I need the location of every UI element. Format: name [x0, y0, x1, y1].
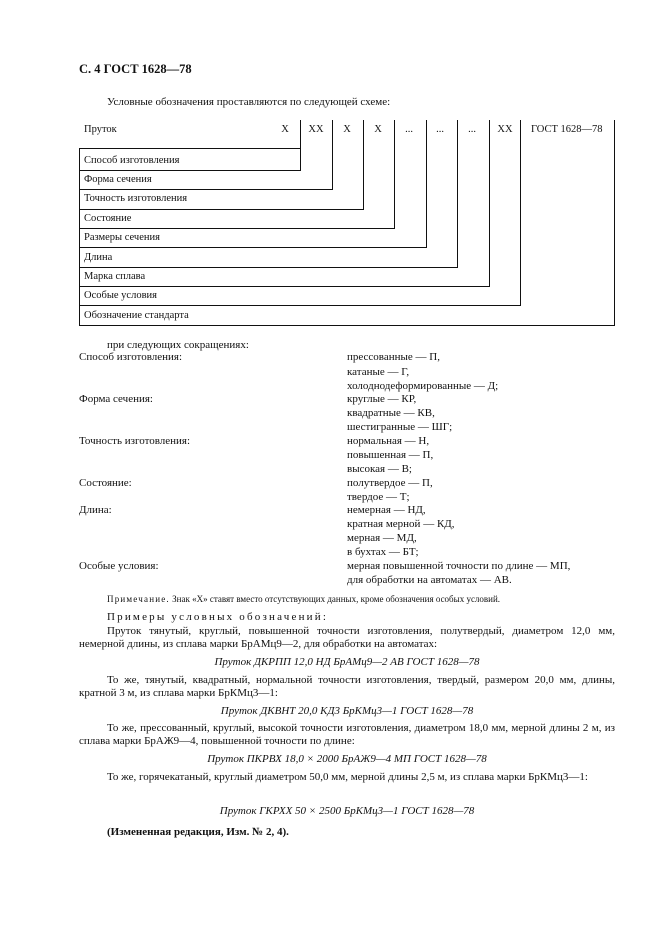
scheme-hline-1 — [79, 170, 301, 171]
example-designation: Пруток ГКРХХ 50 × 2500 БрКМц3—1 ГОСТ 1628—78 — [219, 805, 475, 817]
example-text: То же, прессованный, круглый, высокой точности изготовления, диаметром 18,0 мм, мерной длины 2 м, из сплава марки БрАЖ9—4, повышенной точности по длине: — [79, 722, 615, 747]
abbrev-value: квадратные — КВ, — [347, 407, 435, 419]
scheme-col-1: Х — [281, 124, 289, 135]
scheme-row-3: Точность изготовления — [84, 193, 188, 204]
abbrev-value: нормальная — Н, — [347, 435, 430, 447]
scheme-hline-0 — [79, 148, 301, 149]
abbrev-value: прессованные — П, — [347, 351, 440, 363]
abbrev-value: немерная — НД, — [347, 504, 426, 516]
example-designation: Пруток ДКРПП 12,0 НД БрАМц9—2 АВ ГОСТ 1628—78 — [214, 656, 480, 668]
example-designation: Пруток ДКВНТ 20,0 КД3 БрКМц3—1 ГОСТ 1628—78 — [220, 705, 474, 717]
abbrev-value: холоднодеформированные — Д; — [347, 380, 499, 392]
scheme-vline-9 — [614, 120, 615, 326]
scheme-vline-1 — [300, 120, 301, 171]
scheme-col-9: ГОСТ 1628—78 — [531, 124, 603, 135]
scheme-intro: Условные обозначения проставляются по следующей схеме: — [107, 96, 391, 108]
abbrev-term: Способ изготовления: — [79, 351, 183, 363]
scheme-head-label: Пруток — [84, 124, 117, 135]
scheme-vline-7 — [489, 120, 490, 287]
examples-title: Примеры условных обозначений: — [107, 611, 329, 623]
abbrev-value: катаные — Г, — [347, 366, 410, 378]
revision-note: (Измененная редакция, Изм. № 2, 4). — [107, 826, 289, 838]
example-text: То же, тянутый, квадратный, нормальной точности изготовления, твердый, размером 20,0 мм, длины, кратной 3 м, из сплава марки БрКМц3—1: — [79, 674, 615, 699]
scheme-vline-3 — [363, 120, 364, 210]
note-text: Знак «Х» ставят вместо отсутствующих данных, кроме обозначения особых условий. — [172, 594, 501, 604]
scheme-hline-8 — [79, 305, 521, 306]
note — [107, 594, 500, 605]
example-text: То же, горячекатаный, круглый диаметром 50,0 мм, мерной длины 2,5 м, из сплава марки БрКМц3—1: — [107, 771, 588, 783]
scheme-hline-9 — [79, 325, 615, 326]
scheme-col-7: ... — [468, 124, 476, 135]
abbrev-value: мерная повышенной точности по длине — МП, — [347, 560, 571, 572]
scheme-row-7: Марка сплава — [84, 271, 146, 282]
scheme-col-5: ... — [405, 124, 413, 135]
abbrev-value: твердое — Т; — [347, 491, 410, 503]
abbrev-value: круглые — КР, — [347, 393, 417, 405]
abbrev-term: Состояние: — [79, 477, 132, 489]
scheme-col-6: ... — [436, 124, 444, 135]
scheme-col-8: ХХ — [497, 124, 513, 135]
page-header: С. 4 ГОСТ 1628—78 — [79, 62, 192, 76]
abbrev-term: Форма сечения: — [79, 393, 153, 405]
scheme-vline-2 — [332, 120, 333, 190]
scheme-row-6: Длина — [84, 252, 113, 263]
scheme-vline-8 — [520, 120, 521, 306]
abbrev-intro: при следующих сокращениях: — [107, 339, 249, 351]
scheme-hline-4 — [79, 228, 395, 229]
scheme-row-5: Размеры сечения — [84, 232, 160, 243]
abbrev-value: высокая — В; — [347, 463, 412, 475]
scheme-col-3: Х — [343, 124, 351, 135]
abbrev-value: для обработки на автоматах — АВ. — [347, 574, 512, 586]
abbrev-term: Точность изготовления: — [79, 435, 191, 447]
scheme-row-9: Обозначение стандарта — [84, 310, 189, 321]
scheme-vline-4 — [394, 120, 395, 229]
abbrev-value: повышенная — П, — [347, 449, 434, 461]
abbrev-term: Длина: — [79, 504, 112, 516]
scheme-col-2: ХХ — [308, 124, 324, 135]
abbrev-value: шестигранные — ШГ; — [347, 421, 453, 433]
example-designation: Пруток ПКРВХ 18,0 × 2000 БрАЖ9—4 МП ГОСТ 1628—78 — [207, 753, 487, 765]
scheme-row-1: Способ изготовления — [84, 155, 180, 166]
scheme-hline-6 — [79, 267, 458, 268]
scheme-hline-3 — [79, 209, 364, 210]
scheme-hline-2 — [79, 189, 333, 190]
abbrev-value: кратная мерной — КД, — [347, 518, 455, 530]
abbrev-value: полутвердое — П, — [347, 477, 433, 489]
abbrev-value: в бухтах — БТ; — [347, 546, 419, 558]
scheme-left-border — [79, 148, 80, 325]
scheme-row-4: Состояние — [84, 213, 132, 224]
scheme-hline-5 — [79, 247, 427, 248]
abbrev-term: Особые условия: — [79, 560, 159, 572]
note-label: Примечание. — [107, 594, 170, 604]
scheme-row-8: Особые условия — [84, 290, 157, 301]
scheme-vline-5 — [426, 120, 427, 248]
scheme-vline-6 — [457, 120, 458, 268]
scheme-row-2: Форма сечения — [84, 174, 152, 185]
scheme-col-4: Х — [374, 124, 382, 135]
example-text: Пруток тянутый, круглый, повышенной точности изготовления, полутвердый, диаметром 12,0 мм, немерной длины, из сплава марки БрАМц9—2, для обработки на автоматах: — [79, 625, 615, 650]
abbrev-value: мерная — МД, — [347, 532, 417, 544]
scheme-hline-7 — [79, 286, 490, 287]
